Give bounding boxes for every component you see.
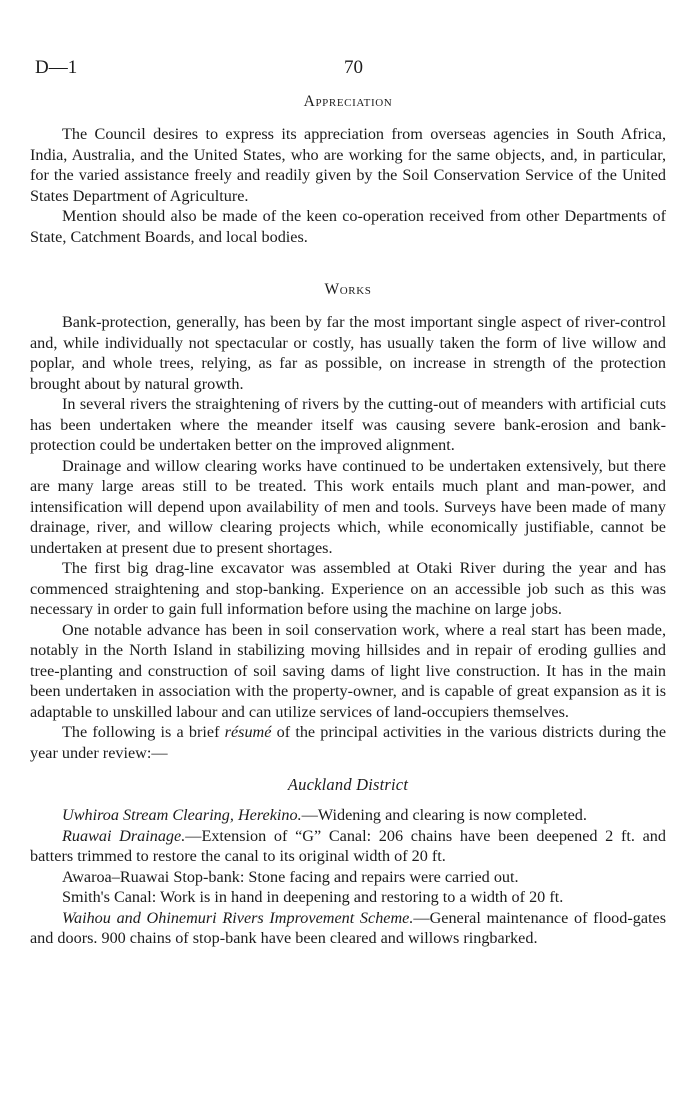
works-section (30, 312, 666, 763)
resume-text-after: of the principal activities in the various districts during the year under review:— (30, 723, 667, 762)
district-entry (30, 867, 666, 888)
page-header (30, 0, 666, 92)
document-page (30, 0, 667, 947)
appreciation-paragraph: Mention should also be made of the keen co-operation received from other Departments of State, Catchment Boards, and local bodies. (30, 207, 666, 246)
entry-text: —General maintenance of flood-gates and doors. 900 chains of stop-bank have been cleared and willows ringbarked. (30, 908, 666, 947)
works-paragraph: Bank-protection, generally, has been by far the most important single aspect of river-control and, while individually not spectacular or costly, has usually taken the form of live willow and poplar, and whole trees, relying, as far as possible, on increase in strength of the protection brought about by natural growth. (30, 313, 666, 393)
auckland-district-section (30, 805, 666, 949)
entry-text: Smith's Canal: Work is in hand in deepening and restoring to a width of 20 ft. (62, 888, 564, 906)
works-heading: Works (324, 281, 372, 298)
district-entry (30, 826, 666, 867)
entry-text: —Extension of “G” Canal: 206 chains have been deepened 2 ft. and batters trimmed to restore the canal to its original width of 20 ft. (30, 826, 666, 865)
district-entry (30, 805, 666, 826)
auckland-district-heading: Auckland District (287, 775, 409, 794)
resume-paragraph (30, 722, 666, 763)
page-number: 70 (344, 57, 363, 78)
works-paragraph: Drainage and willow clearing works have continued to be undertaken extensively, but there are many large areas still to be treated. This work entails much plant and man-power, and intensification will depend upon availability of men and tools. Surveys have been made of many drainage, river, and willow clearing projects which, while economically justifiable, cannot be undertaken at present due to present shortages. (30, 456, 666, 557)
entry-title: Waihou and Ohinemuri Rivers Improvement Scheme. (62, 908, 414, 927)
document-reference: D—1 (35, 57, 78, 78)
entry-text: Awaroa–Ruawai Stop-bank: Stone facing and repairs were carried out. (62, 867, 519, 886)
appreciation-heading: Appreciation (303, 93, 393, 110)
resume-text-before: The following is a brief (62, 723, 225, 741)
district-entry (30, 887, 666, 908)
district-entry (30, 908, 666, 949)
entry-title: Ruawai Drainage. (62, 826, 186, 845)
works-paragraph: The first big drag-line excavator was assembled at Otaki River during the year and has commenced straightening and stop-banking. Experience on an accessible job such as this was necessary in order to gain full information before using the machine on large jobs. (30, 559, 666, 618)
entry-title: Uwhiroa Stream Clearing, Herekino. (62, 806, 302, 824)
works-paragraph: One notable advance has been in soil conservation work, where a real start has been made, notably in the North Island in stabilizing moving hillsides and in repair of eroding gullies and tree-planting and construction of soil saving dams of light live construction. It has in the main been undertaken in association with the property-owner, and is capable of great expansion as it is adaptable to unskilled labour and can utilize services of land-occupiers themselves. (30, 620, 666, 721)
resume-italic-word: résumé (224, 723, 272, 741)
entry-text: —Widening and clearing is now completed. (301, 806, 587, 824)
appreciation-section (30, 124, 666, 247)
works-paragraph: In several rivers the straightening of rivers by the cutting-out of meanders with artificial cuts has been undertaken where the meander itself was causing severe bank-erosion and bank-protection could be undertaken better on the improved alignment. (30, 395, 666, 454)
appreciation-paragraph: The Council desires to express its appreciation from overseas agencies in South Africa, India, Australia, and the United States, who are working for the same objects, and, in particular, for the varied assistance freely and readily given by the Soil Conservation Service of the United States Department of Agriculture. (30, 125, 666, 205)
